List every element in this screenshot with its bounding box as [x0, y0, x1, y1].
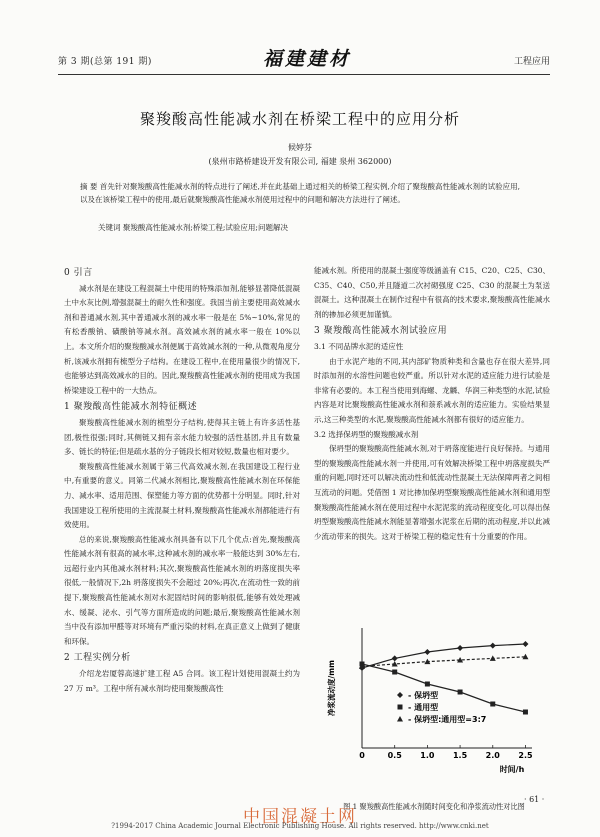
data-point: [457, 645, 463, 651]
series-line-1: [362, 644, 525, 668]
paragraph: 介绍龙岩厦蓉高速扩建工程 A5 合同。该工程计划使用混凝土约为 27 万 m³。工程中所有减水剂均使用聚羧酸高性: [64, 669, 300, 693]
data-point: [392, 655, 398, 661]
legend-marker: [397, 692, 403, 698]
header-rule: [58, 74, 550, 75]
legend-label: - 保坍型: [408, 691, 439, 700]
section-heading-3: 3 聚羧酸高性能减水剂试验应用: [314, 326, 448, 337]
legend-label: - 保坍型:通用型=3:7: [408, 715, 487, 724]
x-tick-label: 0.5: [387, 751, 402, 760]
x-tick-label: 1.0: [420, 751, 435, 760]
x-tick-label: 2.0: [485, 751, 500, 760]
paragraph: 聚羧酸高性能减水剂的梳型分子结构,使得其主链上有许多活性基团,极性很强;同时,其侧链又拥有亲水能力较强的活性基团,并且有数量多、链长的特征;但是疏水基的分子链段长相对较短,数量也相对要少。: [64, 417, 300, 457]
paragraph: 聚羧酸高性能减水剂属于第三代高效减水剂,在我国建设工程行业中,有重要的意义。同第二代减水剂相比,聚羧酸高性能减水剂在环保能力、减水率、适用范围、保塑能力等方面的优势都十分明显。同时,针对我国建设工程所使用的主流混凝土材料,聚羧酸高性能减水剂都能进行有效使用。: [64, 461, 300, 530]
right-column: [314, 264, 550, 544]
figure-1: [322, 618, 546, 800]
left-column: [64, 264, 300, 696]
watermark: 中国混凝土网: [243, 807, 357, 827]
data-point: [392, 670, 397, 675]
x-axis-label: 时间/h: [499, 765, 525, 774]
section-heading-1: 1 聚羧酸高性能减水剂特征概述: [64, 402, 198, 413]
x-tick-label: 2.5: [518, 751, 533, 760]
data-point: [490, 655, 496, 661]
data-point: [523, 710, 528, 715]
running-header: [58, 42, 550, 76]
author-name: 候婷芬: [288, 143, 312, 152]
subsection-heading-3-1: 3.1 不同品牌水泥的适应性: [314, 341, 404, 351]
series-line-3: [362, 657, 525, 667]
y-axis-label: 净浆流动度/mm: [327, 660, 336, 716]
paragraph: 能减水剂。所使用的混凝土强度等级涵盖有 C15、C20、C25、C30、C35、C40、C50,并且隧道二次衬砌强度 C25、C30 的混凝土为泵送混凝土。这种混凝土在制作过程中有很高的技术要求,聚羧酸高性能减水剂的掺加必须更加谨慎。: [314, 266, 551, 319]
legend-label: - 通用型: [408, 703, 439, 712]
copyright-notice: ?1994-2017 China Academic Journal Electronic Publishing House. All rights reserved. http://www.cnki.net: [111, 822, 489, 830]
author-affiliation: (泉州市路桥建设开发有限公司, 福建 泉州 362000): [208, 157, 392, 166]
data-point: [424, 649, 430, 655]
section-label: 工程应用: [513, 57, 550, 67]
x-tick-label: 0: [359, 751, 365, 760]
section-heading-2: 2 工程实例分析: [64, 653, 131, 664]
paragraph: 减水剂是在建设工程混凝土中使用的特殊添加剂,能够显著降低混凝土中水灰比例,增强混凝土的耐久性和强度。我国当前主要使用高效减水剂和普通减水剂,其中普通减水剂的减水率一般是在 5%~10%,常见的有松香酸钠、磺酸钠等减水剂。高效减水剂的减水率一般在 10%以上。本文所介绍的聚羧酸减水剂便属于高效减水剂的一种,从微观角度分析,该减水剂拥有梳型分子结构。在建设工程中,在使用量很少的情况下,也能够达到高效减水的目的。因此,聚羧酸高性能减水剂的使用成为我国桥梁建设工程中的一大热点。: [64, 283, 300, 395]
data-point: [522, 641, 528, 647]
data-point: [425, 682, 430, 687]
data-point: [490, 643, 496, 649]
paragraph: 由于水泥产地的不同,其内部矿物质种类和含量也存在很大差异,同时添加剂的水溶性问题也较严重。所以针对水泥的适应能力进行试验是非常有必要的。本工程当使用到海螺、龙麟、华润三种类型的水泥,试验内容是对比聚羧酸高性能减水剂和萘系减水剂的适应能力。实验结果显示,这三种类型的水泥,聚羧酸高性能减水剂都有很好的适应能力。: [314, 356, 550, 424]
keywords: 关键词 聚羧酸高性能减水剂;桥梁工程;试验应用;问题解决: [98, 223, 288, 232]
journal-logo: 福建建材: [263, 48, 352, 70]
series-line-2: [362, 664, 525, 712]
paragraph: 保坍型的聚羧酸高性能减水剂,对于坍落度能进行良好保持。与通用型的聚羧酸高性能减水剂一并使用,可有效解决桥梁工程中坍落度损失严重的问题,同时还可以解决流动性和低流动性混凝土无法保障两者之间相互流动的问题。凭借图 1 对比掺加保坍型聚羧酸高性能减水剂和通用型聚羧酸高性能减水剂在使用过程中水泥泥浆的流动程度变化,可以得出保坍型聚羧酸高性能减水剂能显著增强水泥浆在后期的流动程度,并以此减少流动带来的损失。这对于桥梁工程的稳定性有十分重要的作用。: [314, 444, 550, 541]
flow-chart: [322, 618, 546, 800]
abstract: 摘 要 首先针对聚羧酸高性能减水剂的特点进行了阐述,并在此基础上通过相关的桥梁工程实例,介绍了聚羧酸高性能减水剂的试验应用,以及在该桥梁工程中的使用,最后就聚羧酸高性能减水剂使用过程中的问题和解决方法进行了阐述。: [80, 182, 520, 204]
x-tick-label: 1.5: [452, 751, 468, 760]
subsection-heading-3-2: 3.2 选择保坍型的聚羧酸减水剂: [314, 429, 419, 439]
figure-caption: 图 1 聚羧酸高性能减水剂随时间变化和净浆流动性对比图: [343, 802, 525, 811]
issue-label: 第 3 期(总第 191 期): [58, 57, 152, 67]
section-heading-intro: 0 引言: [64, 268, 93, 278]
legend-marker: [397, 716, 403, 722]
data-point: [490, 702, 495, 707]
article-title: 聚羧酸高性能减水剂在桥梁工程中的应用分析: [139, 110, 460, 128]
legend-marker: [398, 705, 403, 710]
paragraph: 总的来说,聚羧酸高性能减水剂具备有以下几个优点:首先,聚羧酸高性能减水剂有很高的减水率,这种减水剂的减水率一般能达到 30%左右,远超行业内其他减水剂材料;其次,聚羧酸高性能减水剂的坍落度损失率很低,一般情况下,2h 坍落度损失不会超过 20%;再次,在流动性一致的前提下,聚羧酸高性能减水剂对水泥固结时间的影响很低,能够有效处理减水、缓凝、泌水、引气等方面所造成的问题;最后,聚羧酸高性能减水剂当中没有添加甲醛等对环境有严重污染的材料,在真正意义上做到了健康和环保。: [64, 534, 300, 646]
page-number: · 61 ·: [524, 795, 545, 804]
data-point: [458, 690, 463, 695]
